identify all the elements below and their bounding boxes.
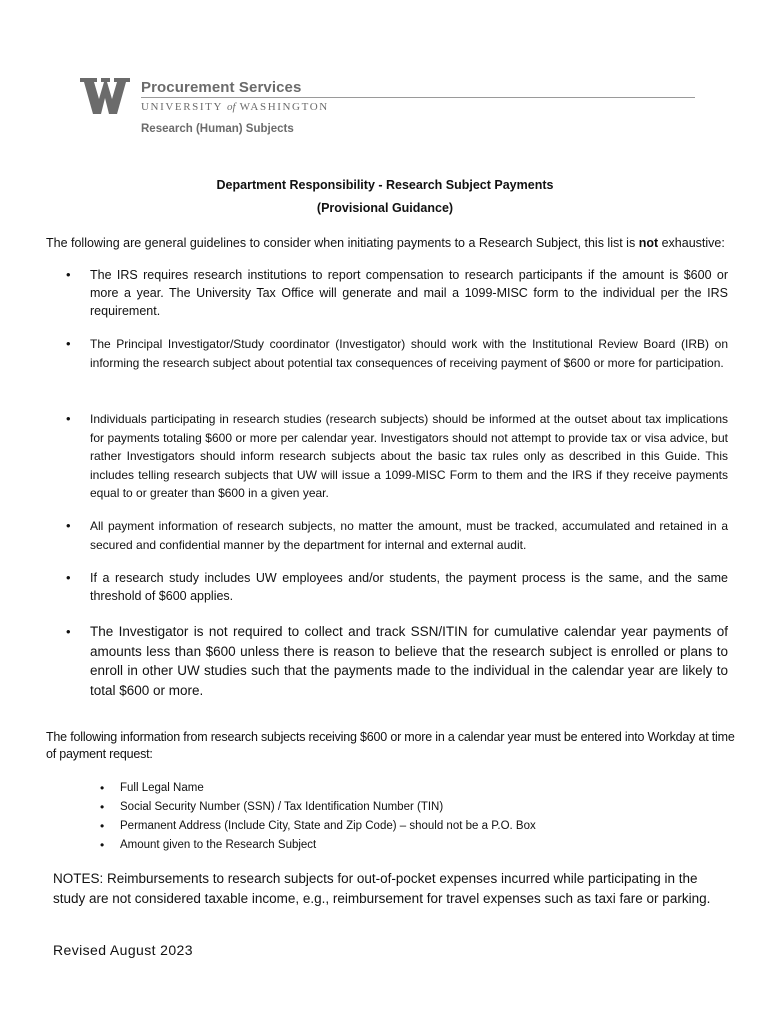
notes-paragraph: NOTES: Reimbursements to research subjects for out-of-pocket expenses incurred while participating in the study are not considered taxable income, e.g., reimbursement for travel expenses such as taxi fare or parking. [53, 871, 711, 906]
intro-emphasis: not [638, 236, 659, 250]
revision-date: Revised August 2023 [53, 942, 193, 958]
university-suffix: WASHINGTON [239, 101, 329, 113]
list-item: • Social Security Number (SSN) / Tax Identification Number (TIN) [120, 798, 680, 817]
list-item: • Permanent Address (Include City, State and Zip Code) – should not be a P.O. Box [120, 817, 680, 836]
intro-paragraph [46, 235, 736, 251]
required-info-list [120, 779, 680, 855]
intro-text-start: The following are general guidelines to consider when initiating payments to a Research Subject, this list is [46, 236, 639, 250]
university-of: of [226, 101, 236, 113]
list-item: • Amount given to the Research Subject [120, 836, 680, 855]
guideline-bullet: • If a research study includes UW employees and/or students, the payment process is the same, and the same threshold of $600 applies. [90, 569, 728, 605]
required-info-paragraph: The following information from research subjects receiving $600 or more in a calendar year must be entered into Workday at time of payment request: [46, 730, 735, 761]
uw-w-logo [80, 78, 130, 114]
list-item: • Full Legal Name [120, 779, 680, 798]
header-divider [141, 97, 695, 98]
guideline-bullet: • The Investigator is not required to collect and track SSN/ITIN for cumulative calendar year payments of amounts less than $600 unless there is reason to believe that the research subject is enrolled or plans to enroll in other UW studies such that the payments made to the individual in the calendar year are likely to total $600 or more. [90, 622, 728, 700]
intro-text-end: exhaustive: [658, 236, 725, 250]
guideline-bullet: • The IRS requires research institutions to report compensation to research participants if the amount is $600 or more a year. The University Tax Office will generate and mail a 1099-MISC form to the individual per the IRS requirement. [90, 266, 728, 320]
document-subtitle: (Provisional Guidance) [316, 201, 454, 215]
header-subtitle: Research (Human) Subjects [141, 123, 294, 135]
guideline-bullet: • Individuals participating in research studies (research subjects) should be informed at the outset about tax implications for payments totaling $600 or more per calendar year. Investigators should not attempt to provide tax or visa advice, but rather Investigators should inform research subjects about the basic tax rules only as described in this Guide. This includes telling research subjects that UW will issue a 1099-MISC Form to them and the IRS if they receive payments equal to or greater than $600 in a given year. [90, 410, 728, 503]
document-title: Department Responsibility - Research Subject Payments [216, 178, 554, 192]
header-university [141, 101, 329, 113]
guideline-bullet: • All payment information of research subjects, no matter the amount, must be tracked, accumulated and retained in a secured and confidential manner by the department for internal and external audit. [90, 517, 728, 554]
guideline-bullet: • The Principal Investigator/Study coordinator (Investigator) should work with the Institutional Review Board (IRB) on informing the research subject about potential tax consequences of receiving payment of $600 or more for participation. [90, 335, 728, 372]
header-title: Procurement Services [141, 79, 302, 96]
university-prefix: UNIVERSITY [141, 101, 223, 113]
